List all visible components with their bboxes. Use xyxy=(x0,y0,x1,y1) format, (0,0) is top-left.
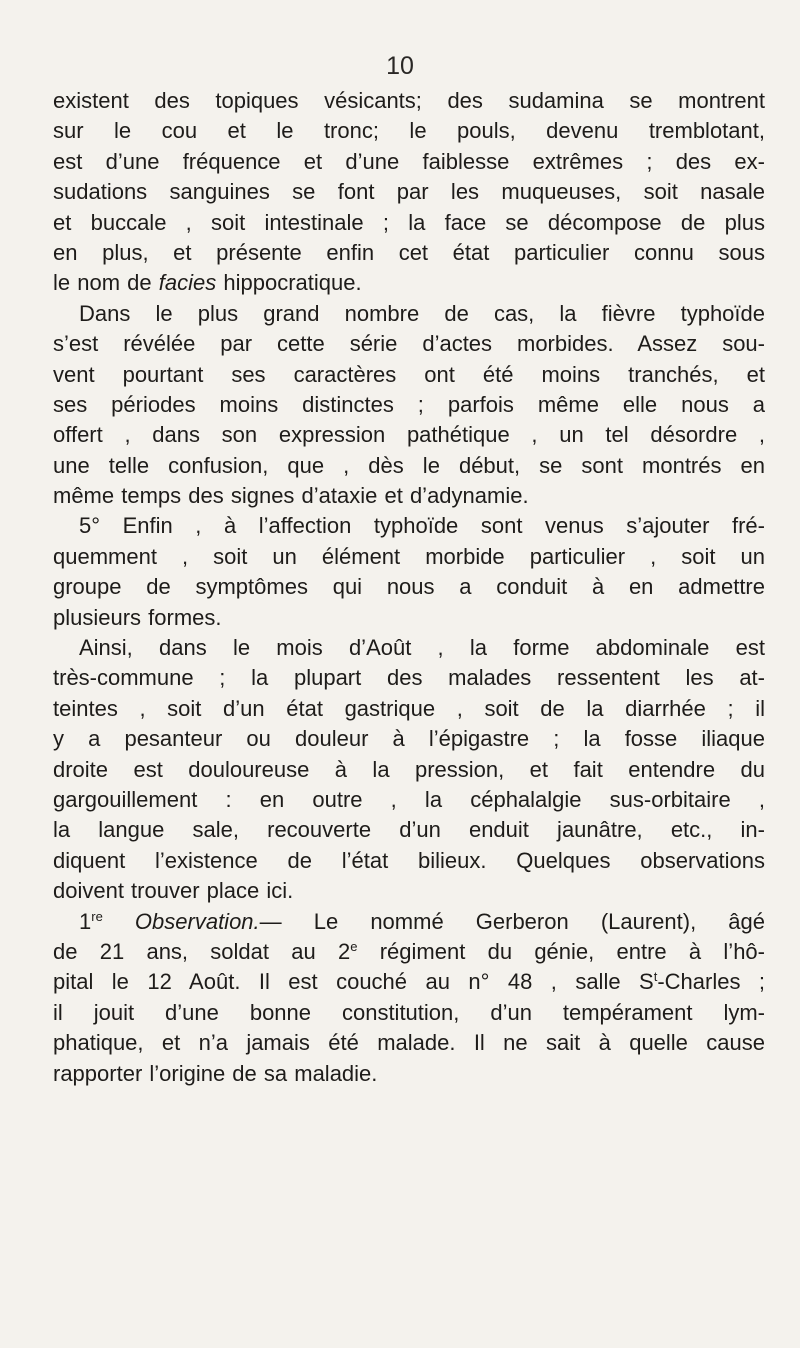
text-run: de 21 ans, soldat au 2 xyxy=(53,938,351,964)
text-line: y a pesanteur ou douleur à l’épigastre ; la fosse iliaque xyxy=(53,726,765,752)
text-line: gargouillement : en outre , la céphalalgie sus-orbitaire , xyxy=(53,786,765,812)
text-line: groupe de symptômes qui nous a conduit à en admettre xyxy=(53,574,765,600)
superscript: re xyxy=(91,908,103,924)
text-line: existent des topiques vésicants; des sudamina se montrent xyxy=(53,88,765,113)
text-line: offert , dans son expression pathétique , un tel désordre , xyxy=(53,422,765,448)
text-line: teintes , soit d’un état gastrique , soit de la diarrhée ; il xyxy=(53,695,765,721)
text-run: régiment du génie, entre à l’hô- xyxy=(379,938,765,964)
text-line: est d’une fréquence et d’une faiblesse extrêmes ; des ex- xyxy=(53,148,765,174)
text-run: hippocratique. xyxy=(223,270,362,296)
text-line: s’est révélée par cette série d’actes morbides. Assez sou- xyxy=(53,331,765,357)
text-line xyxy=(53,268,765,298)
paragraph-start-line xyxy=(53,907,765,937)
text-line: ses périodes moins distinctes ; parfois même elle nous a xyxy=(53,391,765,417)
text-line: rapporter l’origine de sa maladie. xyxy=(53,1060,378,1086)
text-run: pital le 12 Août. Il est couché au n° 48 , salle S xyxy=(53,969,654,995)
paragraph-start-line: Ainsi, dans le mois d’Août , la forme abdominale est xyxy=(79,635,765,661)
text-run: le nom de xyxy=(53,270,152,296)
text-line: sudations sanguines se font par les muqueuses, soit nasale xyxy=(53,179,765,205)
text-line: et buccale , soit intestinale ; la face se décompose de plus xyxy=(53,209,765,235)
body-text xyxy=(53,86,765,1089)
text-line xyxy=(53,937,765,967)
paragraph-start-line: 5° Enfin , à l’affection typhoïde sont venus s’ajouter fré- xyxy=(79,513,765,539)
text-run: — Le nommé Gerberon (Laurent), âgé xyxy=(259,908,765,934)
text-line: vent pourtant ses caractères ont été moins tranchés, et xyxy=(53,361,765,387)
text-line: phatique, et n’a jamais été malade. Il ne sait à quelle cause xyxy=(53,1030,765,1056)
text-line: même temps des signes d’ataxie et d’adynamie. xyxy=(53,483,529,509)
text-line: sur le cou et le tronc; le pouls, devenu tremblotant, xyxy=(53,118,765,144)
paragraph-start-line: Dans le plus grand nombre de cas, la fièvre typhoïde xyxy=(79,300,765,326)
text-line: la langue sale, recouverte d’un enduit jaunâtre, etc., in- xyxy=(53,817,765,843)
text-line: droite est douloureuse à la pression, et fait entendre du xyxy=(53,756,765,782)
superscript: t xyxy=(653,969,658,985)
text-run: -Charles ; xyxy=(657,969,765,995)
text-line: plusieurs formes. xyxy=(53,604,222,630)
text-run: 1 xyxy=(79,908,92,934)
superscript: e xyxy=(350,938,358,954)
text-line: diquent l’existence de l’état bilieux. Quelques observations xyxy=(53,847,765,873)
page-number: 10 xyxy=(386,52,414,80)
text-line: en plus, et présente enfin cet état particulier connu sous xyxy=(53,239,765,265)
text-line: quemment , soit un élément morbide particulier , soit un xyxy=(53,543,765,569)
italic-term: Observation. xyxy=(134,908,260,934)
text-line: il jouit d’une bonne constitution, d’un tempérament lym- xyxy=(53,999,765,1025)
text-line: doivent trouver place ici. xyxy=(53,878,294,904)
text-line: une telle confusion, que , dès le début, se sont montrés en xyxy=(53,452,765,478)
italic-term: facies xyxy=(158,270,217,296)
text-line xyxy=(53,967,765,997)
text-line: très-commune ; la plupart des malades ressentent les at- xyxy=(53,665,765,691)
